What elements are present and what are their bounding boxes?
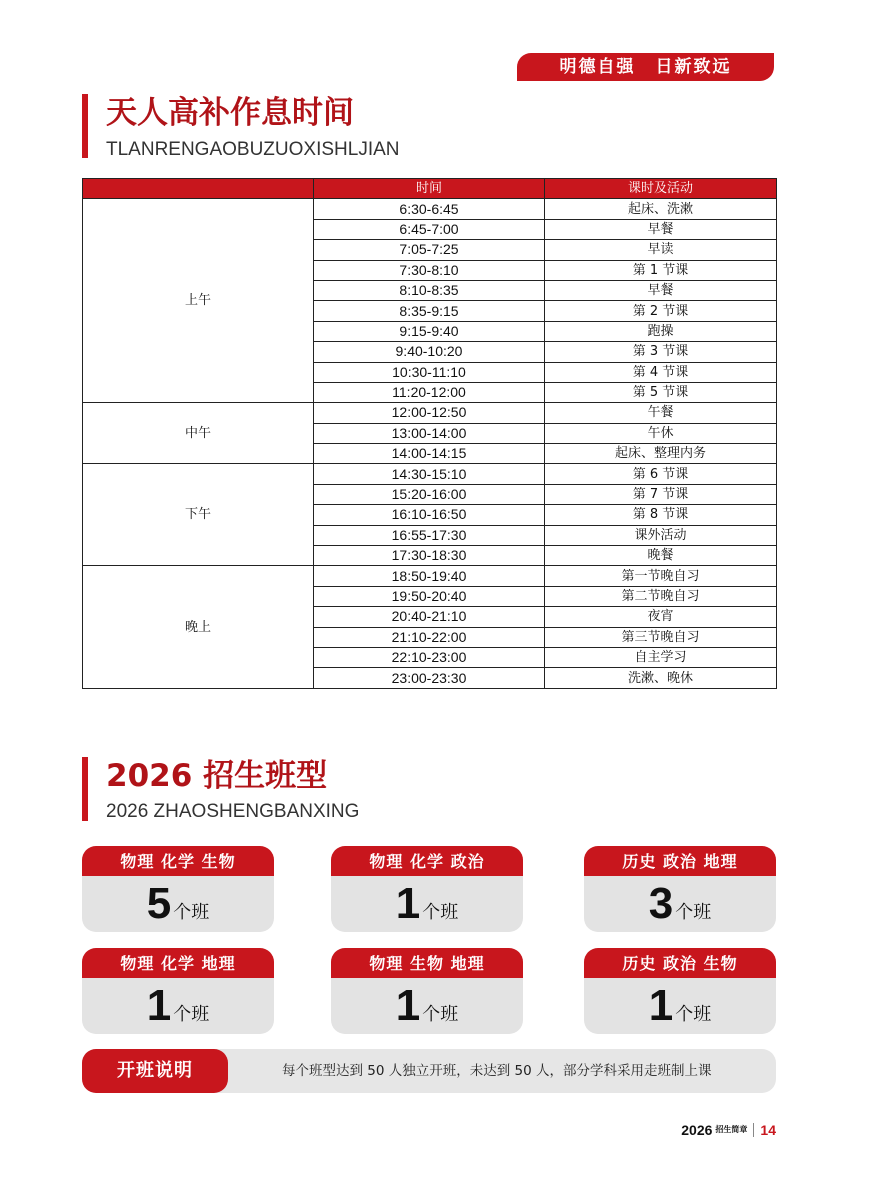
class-notice [82,1049,776,1093]
table-row [83,464,777,484]
class-card [584,846,776,932]
class-card [82,948,274,1034]
schedule-time-cell: 12:00-12:50 [314,403,545,423]
schedule-activity-cell: 夜宵 [545,607,777,627]
schedule-time-cell: 16:10-16:50 [314,505,545,525]
class-card [584,948,776,1034]
class-card-count-box [331,876,523,932]
table-row [83,403,777,423]
schedule-time-cell: 20:40-21:10 [314,607,545,627]
schedule-activity-cell: 早餐 [545,280,777,300]
schedule-time-cell: 11:20-12:00 [314,382,545,402]
schedule-time-cell: 6:45-7:00 [314,219,545,239]
schedule-time-cell: 14:00-14:15 [314,444,545,464]
class-card-count: 1 [395,981,421,1030]
schedule-activity-cell: 第二节晚自习 [545,586,777,606]
class-card-count-box [331,978,523,1034]
class-card-unit: 个班 [173,902,210,923]
schedule-period-cell: 中午 [83,403,314,464]
schedule-time-cell: 7:30-8:10 [314,260,545,280]
classes-accent-bar [82,757,88,821]
class-notice-label: 开班说明 [82,1049,228,1093]
class-card-unit: 个班 [422,1004,459,1025]
class-card-subjects: 物理 化学 政治 [331,846,523,878]
schedule-period-cell: 晚上 [83,566,314,688]
classes-subtitle: 2026 ZHAOSHENGBANXING [106,801,360,822]
class-card-count: 1 [648,981,674,1030]
schedule-time-cell: 7:05-7:25 [314,240,545,260]
class-card [82,846,274,932]
schedule-period-cell: 上午 [83,199,314,403]
schedule-activity-cell: 第三节晚自习 [545,627,777,647]
schedule-time-cell: 8:35-9:15 [314,301,545,321]
schedule-header-activity: 课时及活动 [545,179,777,199]
class-card-count: 1 [146,981,172,1030]
class-card [331,948,523,1034]
schedule-title: 天人高补作息时间 [106,95,354,131]
schedule-time-cell: 6:30-6:45 [314,199,545,219]
class-card-count-box [584,876,776,932]
schedule-activity-cell: 起床、整理内务 [545,444,777,464]
class-card-unit: 个班 [422,902,459,923]
schedule-activity-cell: 第 4 节课 [545,362,777,382]
class-card-subjects: 历史 政治 地理 [584,846,776,878]
schedule-table [82,178,777,689]
schedule-activity-cell: 第 8 节课 [545,505,777,525]
class-card-count: 5 [146,879,172,928]
schedule-activity-cell: 自主学习 [545,647,777,667]
schedule-subtitle: TLANRENGAOBUZUOXISHLJIAN [106,139,400,160]
class-card-count-box [82,978,274,1034]
class-card-subjects: 物理 生物 地理 [331,948,523,980]
motto-banner [517,53,774,81]
schedule-activity-cell: 课外活动 [545,525,777,545]
page-footer [681,1122,776,1138]
schedule-activity-cell: 跑操 [545,321,777,341]
schedule-time-cell: 22:10-23:00 [314,647,545,667]
class-card-count-box [82,876,274,932]
schedule-activity-cell: 晚餐 [545,546,777,566]
schedule-header-row [83,179,777,199]
motto-part-2: 日新致远 [655,57,732,77]
class-notice-text: 每个班型达到 50 人独立开班，未达到 50 人，部分学科采用走班制上课 [282,1063,712,1079]
schedule-body [83,199,777,688]
schedule-activity-cell: 第 6 节课 [545,464,777,484]
footer-brochure: 招生简章 [715,1125,748,1134]
class-card-subjects: 历史 政治 生物 [584,948,776,980]
classes-title: 2026 招生班型 [106,758,328,794]
schedule-activity-cell: 第一节晚自习 [545,566,777,586]
schedule-time-cell: 15:20-16:00 [314,484,545,504]
table-row [83,566,777,586]
schedule-time-cell: 14:30-15:10 [314,464,545,484]
schedule-activity-cell: 第 5 节课 [545,382,777,402]
class-card-count-box [584,978,776,1034]
table-row [83,199,777,219]
schedule-activity-cell: 第 2 节课 [545,301,777,321]
schedule-accent-bar [82,94,88,158]
schedule-activity-cell: 洗漱、晚休 [545,668,777,688]
schedule-activity-cell: 第 7 节课 [545,484,777,504]
page-number: 14 [760,1122,776,1138]
schedule-activity-cell: 午餐 [545,403,777,423]
schedule-time-cell: 21:10-22:00 [314,627,545,647]
class-card-unit: 个班 [173,1004,210,1025]
class-card [331,846,523,932]
class-card-unit: 个班 [675,1004,712,1025]
schedule-activity-cell: 第 3 节课 [545,342,777,362]
schedule-header-time: 时间 [314,179,545,199]
class-card-count: 3 [648,879,674,928]
footer-divider [753,1123,754,1137]
schedule-time-cell: 13:00-14:00 [314,423,545,443]
class-card-subjects: 物理 化学 地理 [82,948,274,980]
schedule-time-cell: 18:50-19:40 [314,566,545,586]
schedule-time-cell: 19:50-20:40 [314,586,545,606]
schedule-activity-cell: 早餐 [545,219,777,239]
schedule-period-cell: 下午 [83,464,314,566]
schedule-time-cell: 17:30-18:30 [314,546,545,566]
schedule-time-cell: 23:00-23:30 [314,668,545,688]
schedule-time-cell: 9:15-9:40 [314,321,545,341]
footer-year: 2026 [681,1122,713,1138]
schedule-time-cell: 16:55-17:30 [314,525,545,545]
schedule-time-cell: 10:30-11:10 [314,362,545,382]
schedule-activity-cell: 起床、洗漱 [545,199,777,219]
motto-part-1: 明德自强 [559,57,636,77]
schedule-activity-cell: 第 1 节课 [545,260,777,280]
schedule-header-period [83,179,314,199]
schedule-time-cell: 8:10-8:35 [314,280,545,300]
schedule-activity-cell: 早读 [545,240,777,260]
schedule-activity-cell: 午休 [545,423,777,443]
schedule-time-cell: 9:40-10:20 [314,342,545,362]
class-card-unit: 个班 [675,902,712,923]
class-card-count: 1 [395,879,421,928]
class-card-subjects: 物理 化学 生物 [82,846,274,878]
